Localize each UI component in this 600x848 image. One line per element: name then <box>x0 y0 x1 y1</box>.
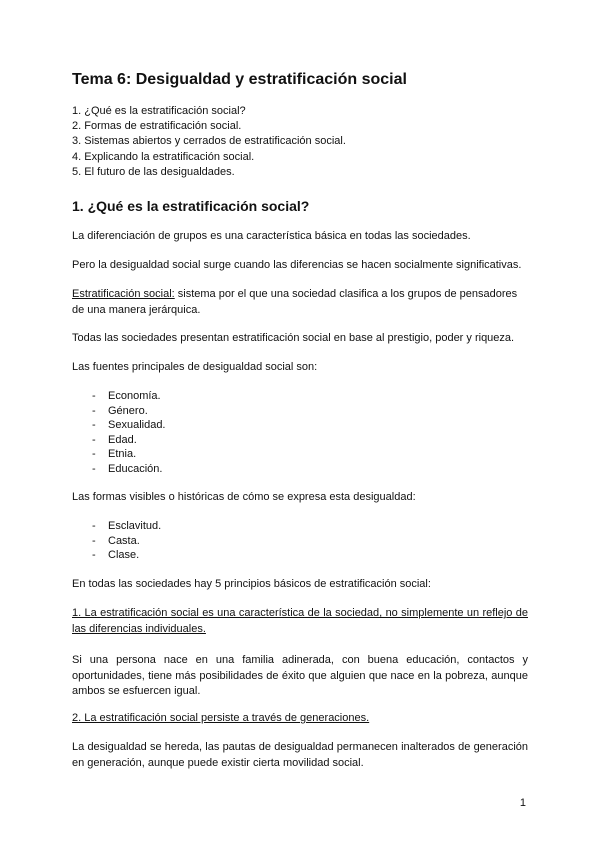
sources-list <box>92 389 166 477</box>
table-of-contents <box>72 104 346 180</box>
document-title: Tema 6: Desigualdad y estratificación social <box>72 71 407 88</box>
list-item: - Esclavitud. <box>92 520 162 532</box>
paragraph: Si una persona nace en una familia adinerada, con buena educación, contactos y oportunidades, tiene más posibilidades de éxito que alguien que nace en la pobreza, aunque ambos se esfuercen igual. <box>72 654 528 698</box>
list-item: - Edad. <box>92 433 137 446</box>
forms-list <box>92 519 161 563</box>
list-item: - Casta. <box>92 534 140 547</box>
section-heading: 1. ¿Qué es la estratificación social? <box>72 198 310 214</box>
principle-title: 2. La estratificación social persiste a través de generaciones. <box>72 712 370 724</box>
toc-item: 2. Formas de estratificación social. <box>72 120 242 133</box>
paragraph: La desigualdad se hereda, las pautas de desigualdad permanecen inalterados de generación en generación, aunque puede existir cierta movilidad social. <box>72 741 528 769</box>
list-item: - Economía. <box>92 390 161 402</box>
definition-text: sistema por el que una sociedad clasifica a los grupos de pensadores de una manera jerárquica. <box>72 288 518 316</box>
toc-item: 5. El futuro de las desigualdades. <box>72 165 235 178</box>
paragraph: Todas las sociedades presentan estratificación social en base al prestigio, poder y riqueza. <box>72 332 515 344</box>
page-number: 1 <box>519 797 526 809</box>
paragraph: La diferenciación de grupos es una característica básica en todas las sociedades. <box>72 230 471 242</box>
list-item: - Clase. <box>92 549 140 562</box>
toc-item: 4. Explicando la estratificación social. <box>72 150 255 163</box>
paragraph: Las formas visibles o históricas de cómo se expresa esta desigualdad: <box>72 491 416 503</box>
toc-item: 3. Sistemas abiertos y cerrados de estratificación social. <box>72 135 346 148</box>
paragraph: Pero la desigualdad social surge cuando las diferencias se hacen socialmente significativas. <box>72 259 522 271</box>
list-item: - Género. <box>92 404 148 417</box>
list-item: - Educación. <box>92 462 163 475</box>
paragraph: En todas las sociedades hay 5 principios básicos de estratificación social: <box>72 578 431 590</box>
definition-term: Estratificación social: <box>72 288 175 300</box>
toc-item: 1. ¿Qué es la estratificación social? <box>72 105 246 117</box>
list-item: - Sexualidad. <box>92 419 166 432</box>
principle-title: 1. La estratificación social es una característica de la sociedad, no simplemente un reflejo de las diferencias individuales. <box>72 607 528 635</box>
list-item: - Etnia. <box>92 448 137 461</box>
paragraph: Las fuentes principales de desigualdad social son: <box>72 361 318 373</box>
definition-paragraph <box>72 287 528 318</box>
